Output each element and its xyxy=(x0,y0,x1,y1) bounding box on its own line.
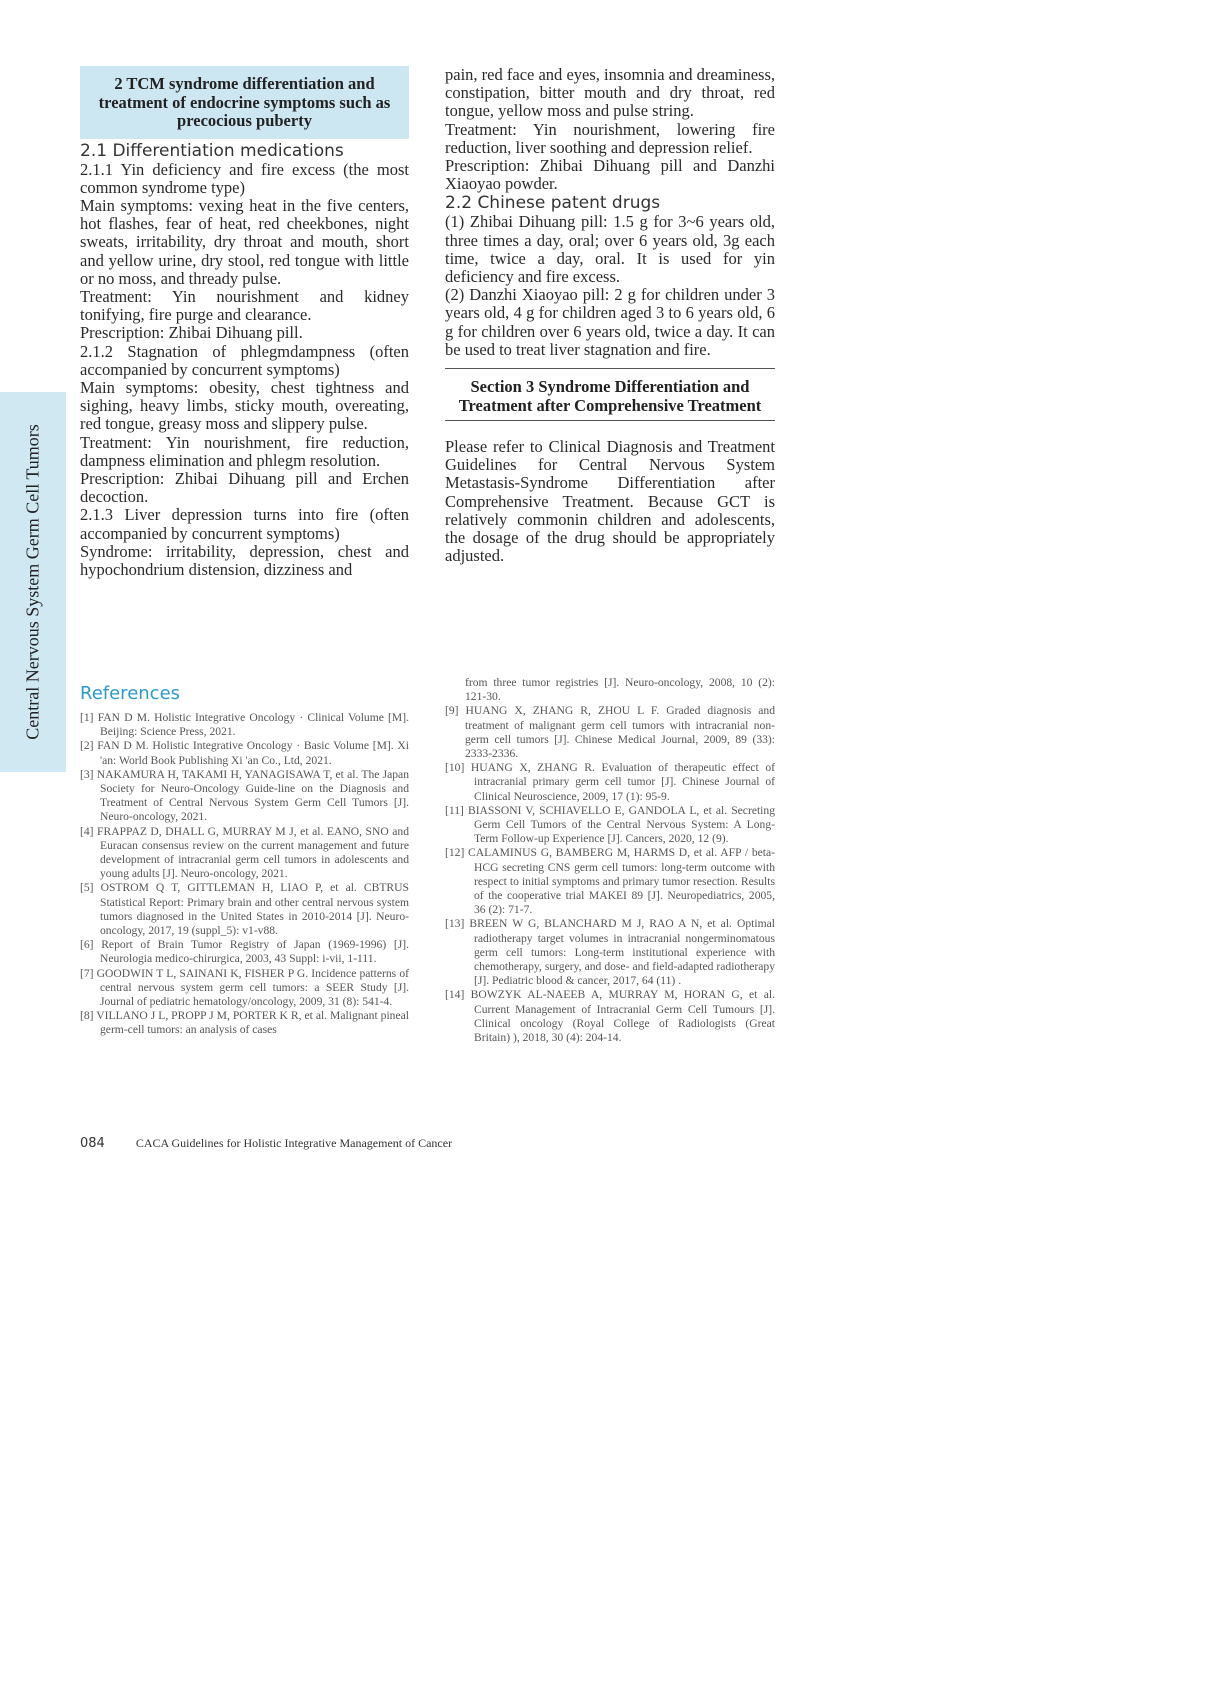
reference-item: [6] Report of Brain Tumor Registry of Japan (1969-1996) [J]. Neurologia medico-chirurgica, 2003, 43 Suppl: i-vii, 1-111. xyxy=(80,938,409,966)
reference-item: [5] OSTROM Q T, GITTLEMAN H, LIAO P, et al. CBTRUS Statistical Report: Primary brain and other central nervous system tumors diagnosed in the United States in 2010-2014 [J]. Neuro-oncology, 2017, 19 (suppl_5): v1-v88. xyxy=(80,881,409,938)
side-tab xyxy=(0,392,66,772)
side-tab-label: Central Nervous System Germ Cell Tumors xyxy=(22,424,43,740)
references-column-2 xyxy=(445,676,775,1045)
reference-item: [12] CALAMINUS G, BAMBERG M, HARMS D, et al. AFP / beta-HCG secreting CNS germ cell tumors: long-term outcome with respect to initial symptoms and primary tumor resection. Results of the cooperative trial MAKEI 89 [J]. Neuropediatrics, 2005, 36 (2): 71-7. xyxy=(445,846,775,917)
paragraph: Main symptoms: vexing heat in the five centers, hot flashes, fear of heat, red cheekbones, night sweats, irritability, dry throat and mouth, short and yellow urine, dry stool, red tongue with little or no moss, and thready pulse. xyxy=(80,195,409,288)
references-column-1 xyxy=(80,711,409,1038)
paragraph: Treatment: Yin nourishment, lowering fire reduction, liver soothing and depression relief. xyxy=(445,119,775,157)
section-heading: 2 TCM syndrome differentiation and treatment of endocrine symptoms such as precocious puberty xyxy=(80,66,409,139)
references-title: References xyxy=(80,683,181,704)
reference-item: [1] FAN D M. Holistic Integrative Oncology · Clinical Volume [M]. Beijing: Science Press, 2021. xyxy=(80,711,409,739)
reference-item: [7] GOODWIN T L, SAINANI K, FISHER P G. Incidence patterns of central nervous system germ cell tumors: a SEER Study [J]. Journal of pediatric hematology/oncology, 2009, 31 (8): 541-4. xyxy=(80,966,409,1009)
paragraph: Syndrome: irritability, depression, chest and hypochondrium distension, dizziness and xyxy=(80,541,409,579)
paragraph: Main symptoms: obesity, chest tightness and sighing, heavy limbs, sticky mouth, overeating, red tongue, greasy moss and slippery pulse. xyxy=(80,377,409,434)
paragraph: 2.1.2 Stagnation of phlegmdampness (often accompanied by concurrent symptoms) xyxy=(80,341,409,379)
paragraph: Treatment: Yin nourishment, fire reduction, dampness elimination and phlegm resolution. xyxy=(80,432,409,470)
section-3-title: Section 3 Syndrome Differentiation and Treatment after Comprehensive Treatment xyxy=(445,368,775,421)
paragraph: (2) Danzhi Xiaoyao pill: 2 g for children under 3 years old, 4 g for children aged 3 to 6 years old, 6 g for children over 6 years old, twice a day. It can be used to treat liver stagnation and fire. xyxy=(445,285,775,359)
reference-item: [14] BOWZYK AL-NAEEB A, MURRAY M, HORAN G, et al. Current Management of Intracranial Germ Cell Tumours [J]. Clinical oncology (Royal College of Radiologists (Great Britain) ), 2018, 30 (4): 204-14. xyxy=(445,988,775,1045)
reference-item: [9] HUANG X, ZHANG R, ZHOU L F. Graded diagnosis and treatment of malignant germ cell tumors with intracranial non-germ cell tumors [J]. Chinese Medical Journal, 2009, 89 (33): 2333-2336. xyxy=(445,704,775,761)
page-number: 084 xyxy=(80,1136,105,1151)
footer-title: CACA Guidelines for Holistic Integrative Management of Cancer xyxy=(135,1136,453,1150)
paragraph: Prescription: Zhibai Dihuang pill. xyxy=(80,323,303,343)
paragraph: 2.1.3 Liver depression turns into fire (often accompanied by concurrent symptoms) xyxy=(80,505,409,543)
reference-item: [13] BREEN W G, BLANCHARD M J, RAO A N, et al. Optimal radiotherapy target volumes in intracranial nongerminomatous germ cell tumors: Long-term institutional experience with chemotherapy, surgery, and dose- and field-adapted radiotherapy [J]. Pediatric blood & cancer, 2017, 64 (11) . xyxy=(445,917,775,988)
paragraph: Treatment: Yin nourishment and kidney tonifying, fire purge and clearance. xyxy=(80,286,409,325)
right-column xyxy=(445,66,775,565)
reference-item: [8] VILLANO J L, PROPP J M, PORTER K R, et al. Malignant pineal germ-cell tumors: an analysis of cases xyxy=(80,1009,409,1037)
sub-heading-2-2: 2.2 Chinese patent drugs xyxy=(445,193,661,214)
reference-continuation: from three tumor registries [J]. Neuro-oncology, 2008, 10 (2): 121-30. xyxy=(465,676,775,704)
sub-heading-2-1: 2.1 Differentiation medications xyxy=(80,140,344,161)
reference-item: [3] NAKAMURA H, TAKAMI H, YANAGISAWA T, et al. The Japan Society for Neuro-Oncology Guide-line on the Diagnosis and Treatment of Central Nervous System Germ Cell Tumors [J]. Neuro-oncology, 2021. xyxy=(80,767,409,824)
reference-item: [4] FRAPPAZ D, DHALL G, MURRAY M J, et al. EANO, SNO and Euracan consensus review on the current management and future development of intracranial germ cell tumors in adolescents and young adults [J]. Neuro-oncology, 2021. xyxy=(80,824,409,881)
paragraph: 2.1.1 Yin deficiency and fire excess (the most common syndrome type) xyxy=(80,159,409,197)
paragraph: Prescription: Zhibai Dihuang pill and Danzhi Xiaoyao powder. xyxy=(445,156,775,194)
reference-item: [10] HUANG X, ZHANG R. Evaluation of therapeutic effect of intracranial primary germ cell tumor [J]. Chinese Journal of Clinical Neuroscience, 2009, 17 (1): 95-9. xyxy=(445,761,775,803)
reference-item: [2] FAN D M. Holistic Integrative Oncology · Basic Volume [M]. Xi 'an: World Book Publishing Xi 'an Co., Ltd, 2021. xyxy=(80,739,409,767)
paragraph: Prescription: Zhibai Dihuang pill and Erchen decoction. xyxy=(80,468,409,507)
reference-item: [11] BIASSONI V, SCHIAVELLO E, GANDOLA L, et al. Secreting Germ Cell Tumors of the Central Nervous System: A Long-Term Follow-up Experience [J]. Cancers, 2020, 12 (9). xyxy=(445,803,775,846)
left-column xyxy=(80,66,409,579)
page-footer xyxy=(80,1136,452,1151)
section-3-text: Please refer to Clinical Diagnosis and Treatment Guidelines for Central Nervous System Metastasis-Syndrome Differentiation after Comprehensive Treatment. Because GCT is relatively commonin children and adolescents, the dosage of the drug should be appropriately adjusted. xyxy=(445,437,775,566)
paragraph: pain, red face and eyes, insomnia and dreaminess, constipation, bitter mouth and dry throat, red tongue, yellow moss and pulse string. xyxy=(445,65,775,121)
paragraph: (1) Zhibai Dihuang pill: 1.5 g for 3~6 years old, three times a day, oral; over 6 years old, 3g each time, twice a day, oral. It is used for yin deficiency and fire excess. xyxy=(445,212,775,287)
